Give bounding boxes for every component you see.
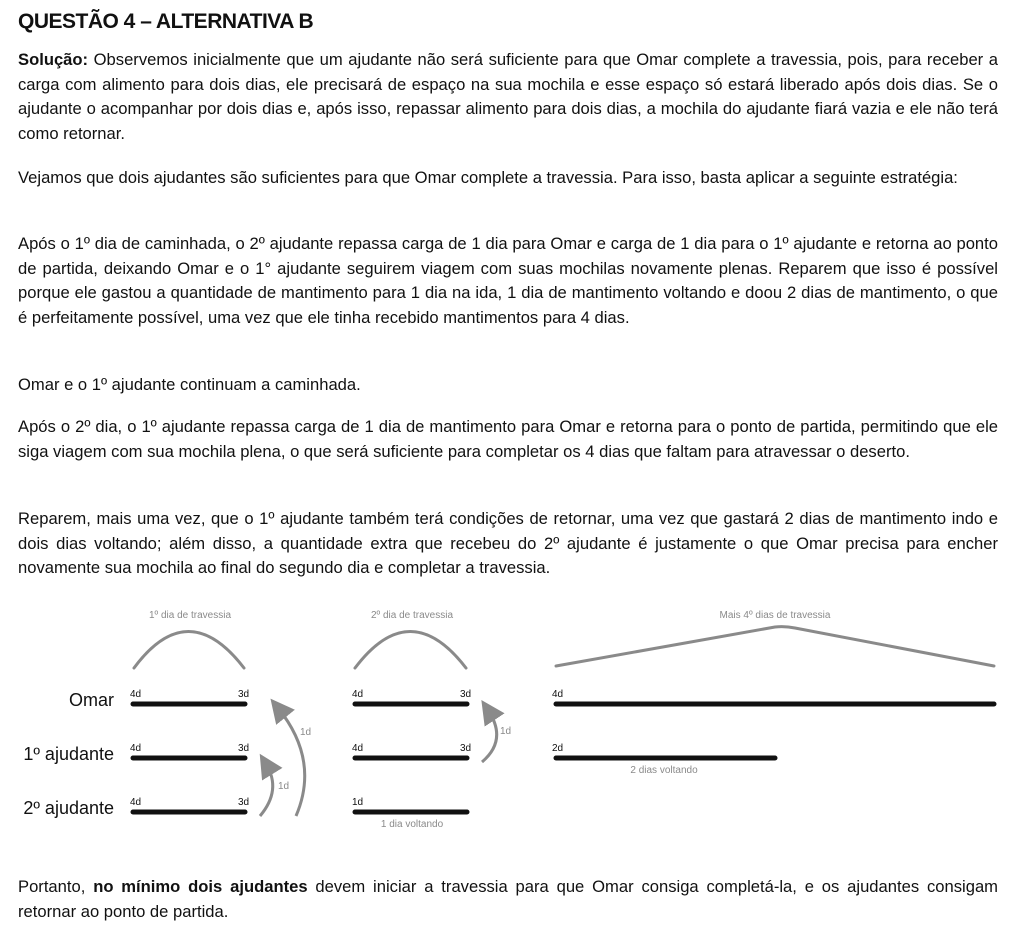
conclusion-bold: no mínimo dois ajudantes bbox=[93, 877, 308, 896]
panel1-arrow-to-omar bbox=[278, 708, 305, 816]
panel3-caption: Mais 4º dias de travessia bbox=[719, 610, 831, 621]
panel1-arc bbox=[134, 632, 244, 669]
panel2-label-omar-end: 3d bbox=[460, 689, 472, 700]
conclusion-pre: Portanto, bbox=[18, 877, 94, 896]
panel3-arc bbox=[556, 627, 994, 666]
panel2-arc bbox=[355, 632, 466, 669]
panel1-caption: 1º dia de travessia bbox=[148, 610, 232, 621]
panel3-label-helper1-start: 2d bbox=[552, 743, 564, 754]
paragraph-solution bbox=[18, 48, 998, 146]
panel2-note: 1 dia voltando bbox=[380, 819, 444, 830]
panel1-label-helper1-start: 4d bbox=[130, 743, 142, 754]
panel2-label-helper2-start: 1d bbox=[352, 797, 364, 808]
panel2-caption: 2º dia de travessia bbox=[370, 610, 454, 621]
panel2-arrow-label: 1d bbox=[500, 726, 512, 737]
row-label-omar: Omar bbox=[69, 690, 114, 710]
panel3-note: 2 dias voltando bbox=[630, 765, 698, 776]
solution-label: Solução: bbox=[18, 50, 89, 69]
paragraph-continue: Omar e o 1º ajudante continuam a caminhada. bbox=[18, 375, 361, 394]
panel1-label-omar-end: 3d bbox=[238, 689, 250, 700]
panel1-arrow-to-helper1 bbox=[260, 764, 273, 816]
paragraph-two-helpers: Vejamos que dois ajudantes são suficientes para que Omar complete a travessia. Para isso, basta aplicar a seguinte estratégia: bbox=[18, 168, 958, 187]
paragraph-remark: Reparem, mais uma vez, que o 1º ajudante também terá condições de retornar, uma vez que gastará 2 dias de mantimento indo e dois dias voltando; além disso, a quantidade extra que recebeu do 2º ajudante é justamente o que Omar precisa para encher novamente sua mochila ao final do segundo dia e completar a travessia. bbox=[18, 509, 998, 577]
panel2-label-helper1-start: 4d bbox=[352, 743, 364, 754]
panel2-label-helper1-end: 3d bbox=[460, 743, 472, 754]
conclusion-post: devem iniciar a travessia para que Omar consiga completá-la, e os ajudantes consigam retornar ao ponto de partida. bbox=[18, 877, 998, 921]
panel2-label-omar-start: 4d bbox=[352, 689, 364, 700]
row-label-helper-2: 2º ajudante bbox=[23, 798, 114, 818]
solution-text: Observemos inicialmente que um ajudante não será suficiente para que Omar complete a travessia, pois, para receber a carga com alimento para dois dias, ele precisará de espaço na sua mochila e esse espaço só estará liberado após dois dias. Se o ajudante o acompanhar por dois dias e, após isso, repassar alimento para dois dias, a mochila do ajudante fiará vazia e ele não terá como retornar. bbox=[18, 50, 998, 143]
question-title: QUESTÃO 4 – ALTERNATIVA B bbox=[18, 10, 314, 33]
panel1-label-helper2-start: 4d bbox=[130, 797, 142, 808]
paragraph-conclusion bbox=[18, 875, 998, 924]
paragraph-day-two: Após o 2º dia, o 1º ajudante repassa carga de 1 dia de mantimento para Omar e retorna para o ponto de partida, permitindo que ele siga viagem com sua mochila plena, o que será suficiente para completar os 4 dias que faltam para atravessar o deserto. bbox=[18, 417, 998, 461]
travessia-diagram bbox=[0, 600, 1024, 850]
paragraph-day-one: Após o 1º dia de caminhada, o 2º ajudante repassa carga de 1 dia para Omar e carga de 1 dia para o 1º ajudante e retorna ao ponto de partida, deixando Omar e o 1° ajudante seguirem viagem com suas mochilas novamente plenas. Reparem que isso é possível porque ele gastou a quantidade de mantimento para 1 dia na ida, 1 dia de mantimento voltando e doou 2 dias de mantimento, o que é perfeitamente possível, uma vez que ele tinha recebido mantimentos para 4 dias. bbox=[18, 234, 998, 327]
panel2-arrow-to-omar bbox=[482, 710, 497, 762]
panel1-label-helper2-end: 3d bbox=[238, 797, 250, 808]
panel1-label-omar-start: 4d bbox=[130, 689, 142, 700]
panel1-label-helper1-end: 3d bbox=[238, 743, 250, 754]
panel3-label-omar-start: 4d bbox=[552, 689, 564, 700]
panel1-arrow-label-bottom: 1d bbox=[278, 781, 290, 792]
row-label-helper-1: 1º ajudante bbox=[23, 744, 114, 764]
panel1-arrow-label-top: 1d bbox=[300, 727, 312, 738]
